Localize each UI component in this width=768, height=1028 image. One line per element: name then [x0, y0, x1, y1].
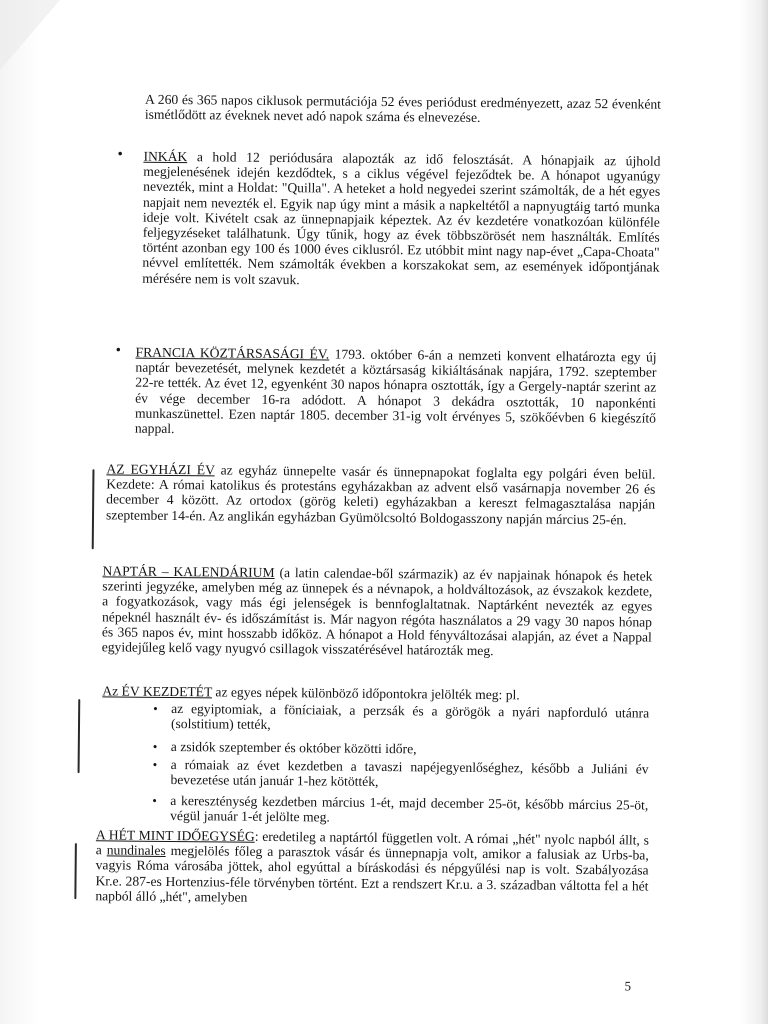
bullet-inka: • [117, 146, 123, 163]
bullet-icon: • [152, 738, 158, 754]
bullet-francia: • [115, 342, 121, 359]
section-evkezdet-body: az egyes népek különböző időpontokra jelölték meg: pl. [212, 684, 520, 703]
section-egyhazi-heading: AZ EGYHÁZI ÉV [106, 461, 215, 478]
section-het: A HÉT MINT IDŐEGYSÉG: eredetileg a naptártól független volt. A római „hét" nyolc napból állt, s a nundinales megjelölés főleg a parasztok vásár és ünnepnapja volt, amikor a falusiak az Urbs-ba, vagyis Róma városába jöttek, ahol egyúttal a bíráskodási és népgyűlési nap is volt. Szabályozása Kr.e. 287-es Hortenzius-féle törvényben történt. Ezt a rendszert Kr.u. a 3. században váltotta fel a hét napból álló „hét", amelyben [95, 827, 649, 905]
section-egyhazi [106, 461, 656, 527]
section-egyhazi-body: az egyház ünnepelte vasár és ünnepnapokat foglalta egy polgári éven belül. Kezdete: A római katolikus és protestáns egyházakban az advent első vasárnapja november 26 és december 4 között. Az ortodox (görög keleti) egyházakban a kereszt felmagasztalása napján szeptember 14-én. Az anglikán egyházban Gyümölcsoltó Boldogasszony napján március 25-én. [105, 462, 656, 527]
section-evkezdet-heading: Az ÉV KEZDETÉT [102, 683, 213, 700]
section-het-heading: A HÉT MINT IDŐEGYSÉG [95, 827, 255, 844]
list-item: • a rómaiak az évet kezdetben a tavaszi napéjegyenlőséghez, később a Juliáni év bevezetése után január 1-hez kötötték, [152, 756, 649, 790]
section-inka-body: a hold 12 periódusára alapozták az idő felosztását. A hónapjaik az újhold megjelenésének idején kezdődtek, s a ciklus végével fejeződtek be. A hónapot ugyanúgy nevezték, mint a Holdat: "Quilla". A heteket a hold negyedei szerint számolták, de a hét egyes napjait nem nevezték el. Egyik nap úgy mint a másik a napkeltétől a napnyugtáig tartó munka ideje volt. Kivételt csak az ünnepnapjaik képeztek. Az év kezdetére vonatkozóan különféle feljegyzéseket találhatunk. Úgy tűnik, hogy az évek többszörösét nem használták. Említés történt azonban egy 100 és 1000 éves ciklusról. Ez utóbbit mint nagy nap-évet „Capa-Choata" névvel említették. Nem számolták években a korszakokat sem, az események időpontjának mérésére nem is volt szavuk. [142, 149, 661, 287]
nundinales-term: nundinales [106, 842, 166, 859]
section-naptar [102, 563, 653, 659]
margin-line-egyhazi [92, 469, 95, 549]
section-francia [135, 345, 657, 441]
section-inka-heading: INKÁK [143, 148, 188, 165]
bullet-icon: • [153, 700, 158, 716]
intro-paragraph: A 260 és 365 napos ciklusok permutációja 52 éves periódust eredményezett, azaz 52 évenként ismétlődött az éveknek nevet adó napok száma és elnevezése. [144, 91, 662, 126]
section-francia-heading: FRANCIA KÖZTÁRSASÁGI ÉV. [135, 344, 330, 362]
margin-line-het [74, 843, 77, 899]
bullet-icon: • [152, 756, 158, 772]
section-francia-body: 1793. október 6-án a nemzeti konvent elhatározta egy új naptár bevezetését, melynek kezdetét a köztársaság kikiáltásának napjára, 1792. szeptember 22-re tették. Az évet 12, egyenként 30 napos hónapra osztották, így a Gergely-naptár szerint az év vége december 16-ra adódott. A hónapot 3 dekádra osztották, 10 naponkénti munkaszünettel. Ezen naptár 1805. december 31-ig volt érvényes 5, szökőévben 6 kiegészítő nappal. [134, 346, 657, 437]
margin-line-evkezdet [78, 699, 81, 773]
list-item: • a zsidók szeptember és október közötti időre, [152, 738, 417, 757]
section-naptar-body: (a latin calendae-ből származik) az év napjainak hónapok és hetek szerinti jegyzéke, amelyben még az ünnepek és a névnapok, a holdváltozások, az évszakok kezdete, a fogyatkozások, vagy más égi jelenségek is bennfoglaltatnak. Naptárként nevezték az egyes népeknél használt év- és időszámítást is. Már nagyon régóta használatos a 29 vagy 30 napos hónap és 365 napos év, mint hosszabb időköz. A hónapot a Hold fényváltozásai alapján, az évet a Nappal egyidejűleg kelő vagy nyugvó csillagok visszatérésével határozták meg. [101, 564, 653, 659]
bullet-icon: • [152, 792, 157, 808]
section-naptar-heading: NAPTÁR – KALENDÁRIUM [102, 563, 275, 580]
list-item: • az egyiptomiak, a föníciaiak, a perzsák és a görögök a nyári napforduló utánra (solstitium) tették, [153, 700, 650, 733]
section-inka [142, 149, 660, 291]
page-number: 5 [624, 978, 632, 994]
list-item: • a kereszténység kezdetben március 1-ét, majd december 25-öt, később március 25-öt, végül január 1-ét jelölte meg. [152, 792, 649, 825]
